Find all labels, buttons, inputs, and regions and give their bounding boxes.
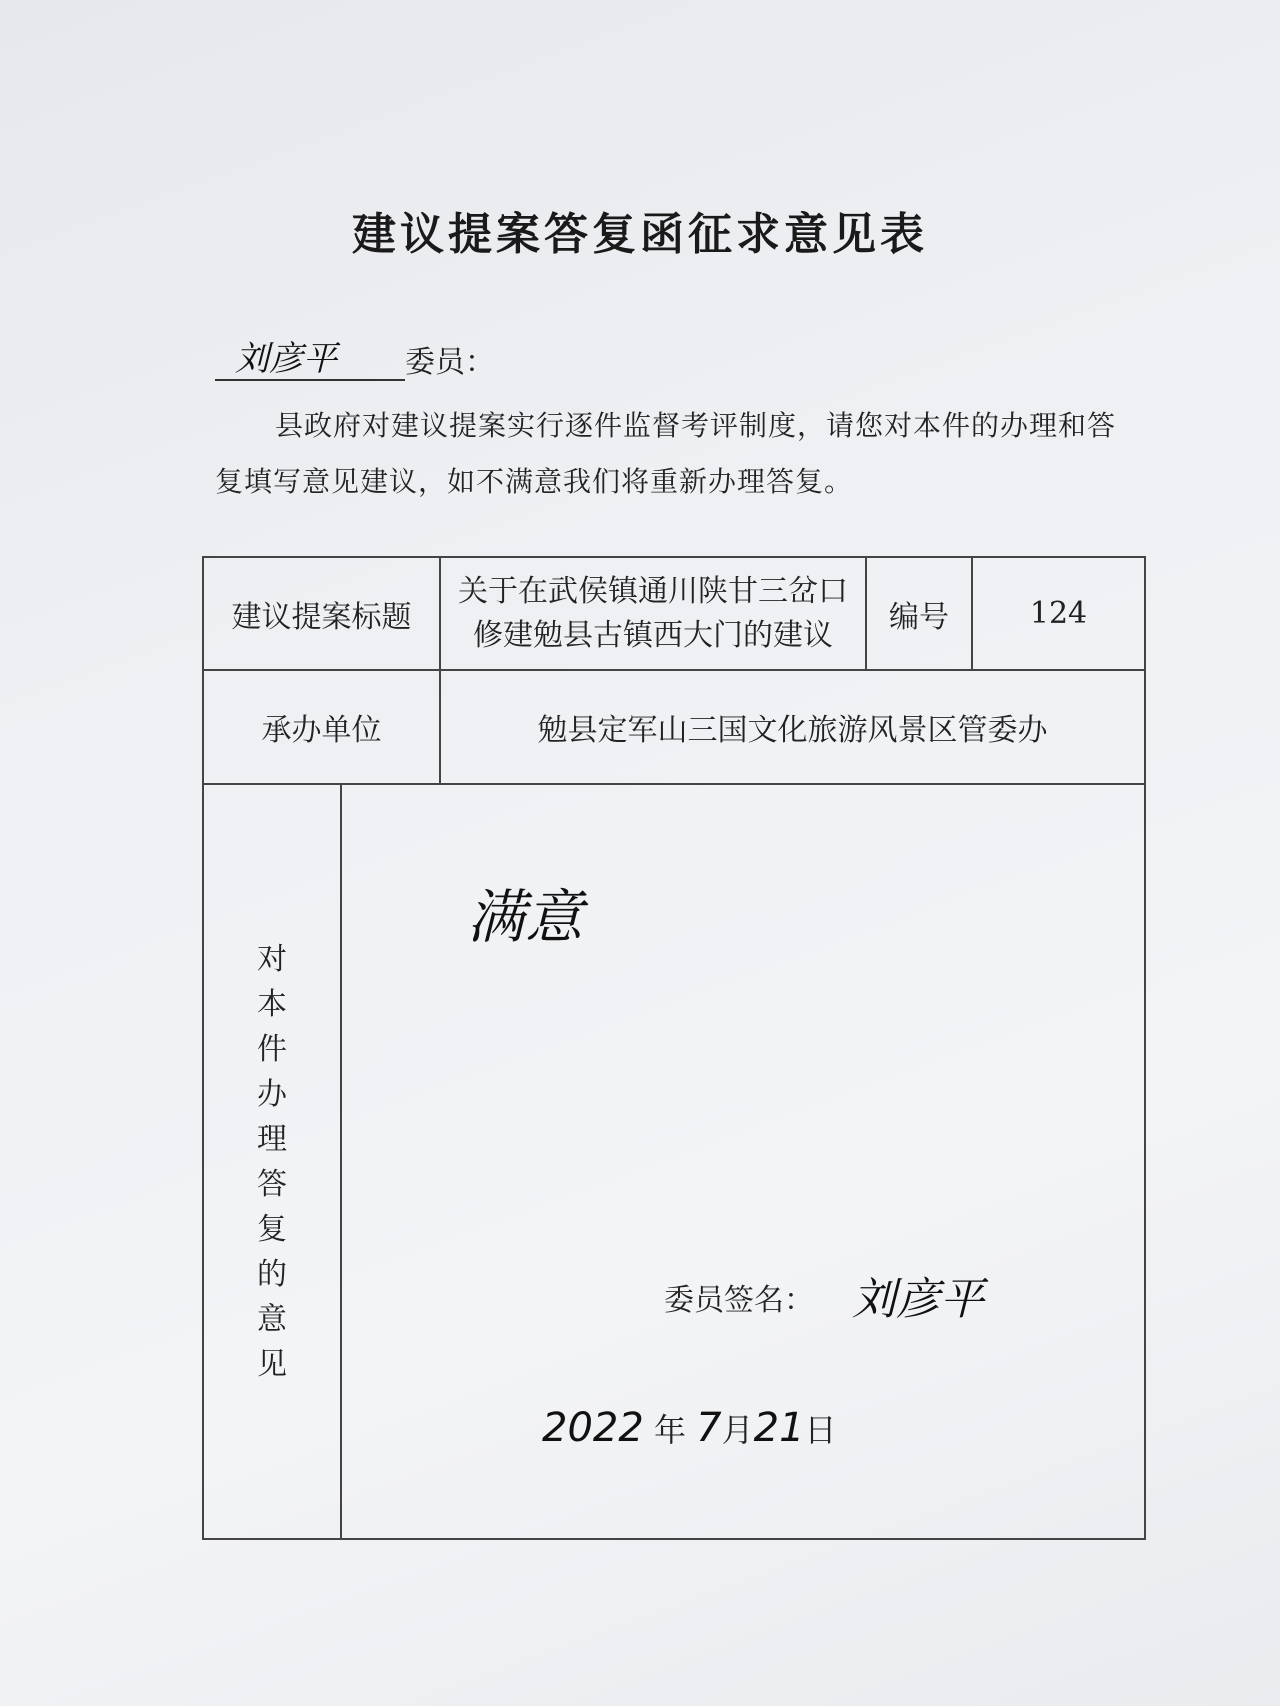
date-month-unit: 月 xyxy=(721,1411,754,1449)
intro-paragraph: 县政府对建议提案实行逐件监督考评制度，请您对本件的办理和答复填写意见建议，如不满意我们将重新办理答复。 xyxy=(215,409,1117,498)
opinion-handwritten: 满意 xyxy=(467,883,584,951)
date-line xyxy=(542,1405,837,1451)
table-row xyxy=(203,670,1145,784)
title-label-cell xyxy=(203,557,440,670)
date-day-unit: 日 xyxy=(804,1411,837,1449)
date-year: 2022 xyxy=(542,1405,644,1451)
date-day: 21 xyxy=(753,1405,805,1451)
form-title: 建议提案答复函征求意见表 xyxy=(352,209,928,260)
table-row xyxy=(203,557,1145,670)
number-value-cell xyxy=(972,557,1145,670)
signature-label: 委员签名： xyxy=(664,1283,814,1318)
unit-value-cell xyxy=(440,670,1145,784)
unit-label-cell xyxy=(203,670,440,784)
title-value-line1: 关于在武侯镇通川陕甘三岔口 xyxy=(458,573,848,609)
title-value-line2: 修建勉县古镇西大门的建议 xyxy=(473,617,833,653)
number-value: 124 xyxy=(1029,596,1088,631)
unit-label: 承办单位 xyxy=(261,713,382,748)
recipient-name-line xyxy=(215,335,405,381)
number-label: 编号 xyxy=(889,599,949,635)
opinion-content-cell xyxy=(341,784,1145,1539)
opinion-label-cell xyxy=(203,784,341,1539)
number-label-cell xyxy=(866,557,972,670)
recipient-name-handwritten: 刘彦平 xyxy=(235,339,337,379)
opinion-label: 对本件办理答复的意见 xyxy=(257,941,287,1382)
salutation xyxy=(215,335,495,381)
title-label: 建议提案标题 xyxy=(231,599,412,635)
date-year-unit: 年 xyxy=(653,1411,686,1449)
unit-value: 勉县定军山三国文化旅游风景区管委办 xyxy=(537,713,1048,748)
title-value-cell xyxy=(440,557,866,670)
opinion-form-table xyxy=(202,556,1146,1540)
signature-handwritten: 刘彦平 xyxy=(852,1274,984,1325)
table-row xyxy=(203,784,1145,1539)
recipient-suffix: 委员： xyxy=(405,345,495,380)
date-month: 7 xyxy=(696,1405,722,1451)
